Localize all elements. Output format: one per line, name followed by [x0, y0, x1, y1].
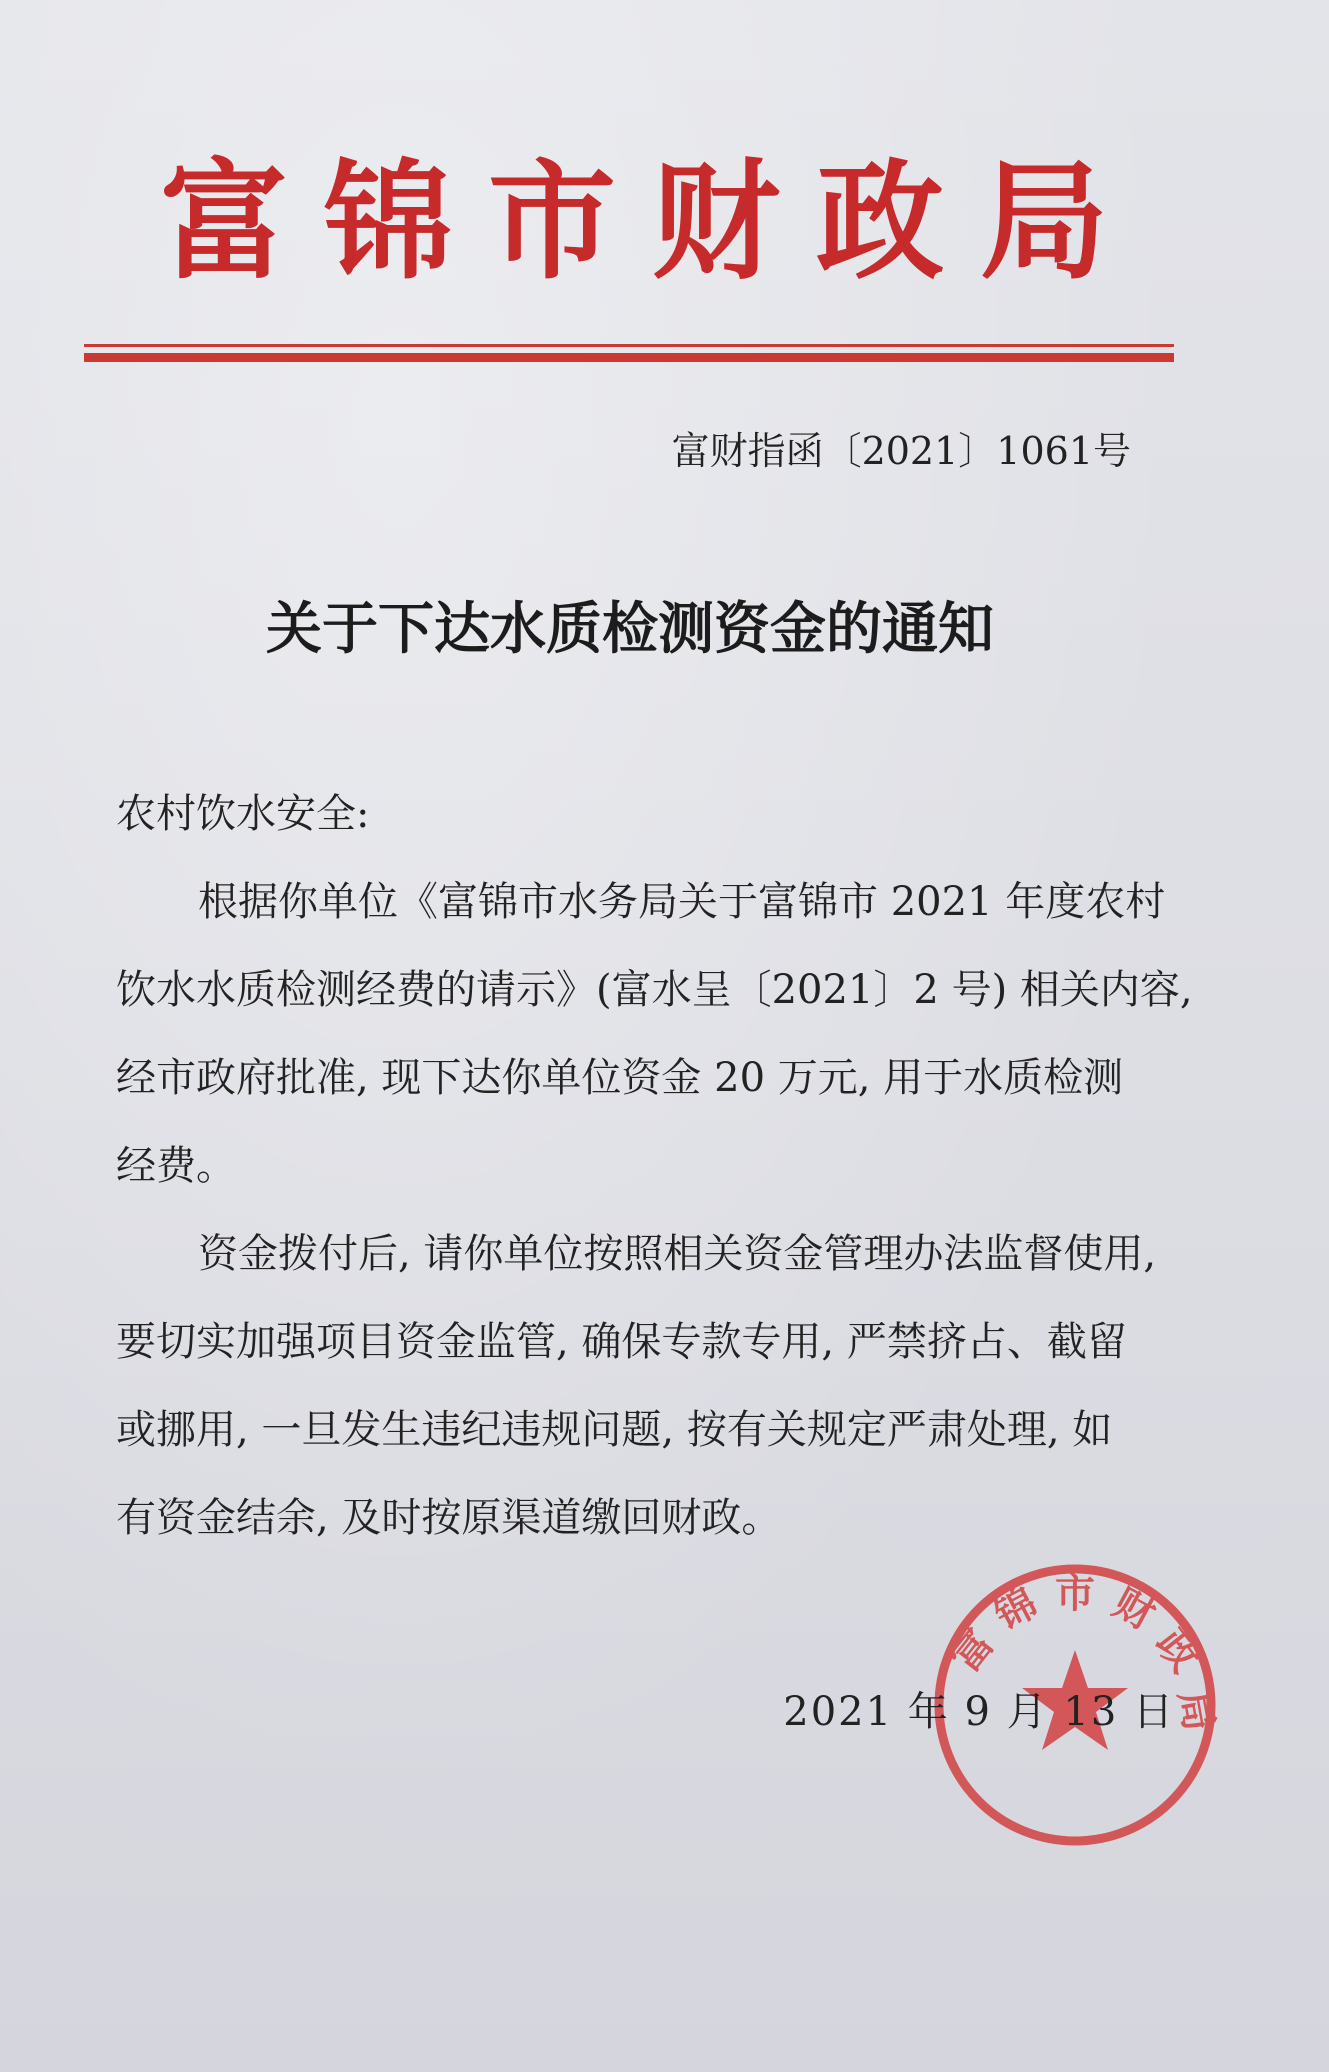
seal-char-1: 富 — [942, 1621, 1004, 1681]
document-number: 富财指函〔2021〕1061号 — [671, 429, 1131, 473]
letterhead-org-name: 富锦市财政局 — [160, 148, 1145, 297]
document-title: 关于下达水质检测资金的通知 — [266, 597, 994, 662]
letterhead-rule-thick — [84, 353, 1174, 362]
paragraph1-line-4: 经费。 — [116, 1143, 236, 1189]
seal-char-2: 锦 — [987, 1579, 1045, 1640]
seal-char-5: 政 — [1146, 1621, 1208, 1681]
paragraph1-line-3: 经市政府批准, 现下达你单位资金 20 万元, 用于水质检测 — [116, 1055, 1124, 1101]
paragraph2-line-4: 有资金结余, 及时按原渠道缴回财政。 — [116, 1495, 782, 1541]
paragraph2-line-2: 要切实加强项目资金监管, 确保专款专用, 严禁挤占、截留 — [116, 1319, 1127, 1365]
paragraph1-line-2: 饮水水质检测经费的请示》(富水呈〔2021〕2 号) 相关内容, — [116, 967, 1193, 1013]
paragraph2-line-3: 或挪用, 一旦发生违纪违规问题, 按有关规定严肃处理, 如 — [116, 1407, 1113, 1453]
seal-char-4: 财 — [1105, 1579, 1163, 1640]
document-body — [116, 770, 1193, 1562]
recipient-line: 农村饮水安全: — [116, 791, 370, 837]
paragraph1-line-1: 根据你单位《富锦市水务局关于富锦市 2021 年度农村 — [198, 879, 1166, 925]
document-date: 2021 年 9 月 13 日 — [783, 1689, 1175, 1735]
letterhead-rule-thin — [84, 344, 1174, 347]
seal-char-3: 市 — [1055, 1571, 1095, 1617]
seal-char-6: 局 — [1169, 1687, 1222, 1735]
paragraph2-line-1: 资金拨付后, 请你单位按照相关资金管理办法监督使用, — [198, 1231, 1157, 1277]
